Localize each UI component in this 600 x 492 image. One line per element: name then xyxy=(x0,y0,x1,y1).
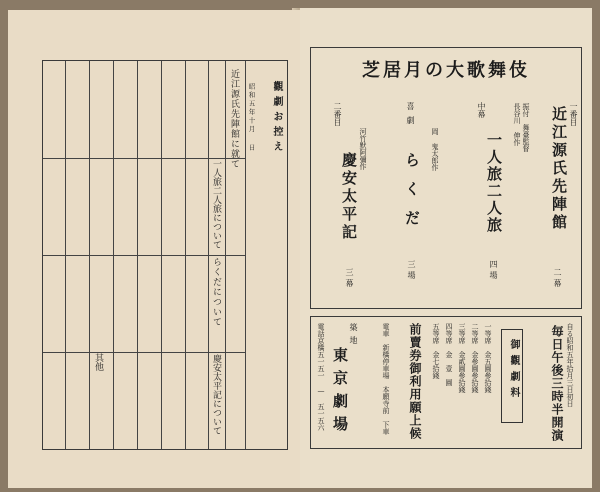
price-2: 二等席 金參圓參拾錢 xyxy=(471,323,479,393)
act2-author: 長谷川 伸作 xyxy=(513,103,521,146)
act4-num: 二番目 xyxy=(333,102,342,126)
curtain-time: 毎日午後三時半開演 xyxy=(550,325,564,442)
left-page xyxy=(8,10,300,488)
price-1: 一等席 金五圓參拾錢 xyxy=(484,323,492,393)
price-5: 五等席 金七拾錢 xyxy=(432,323,440,379)
run-dates: 自る昭和五年拾月三日初日 xyxy=(566,323,574,407)
theatre-phone: 電話京橋五一五一 — 五一五六 xyxy=(317,323,325,431)
program-title: 芝居月の大歌舞伎 xyxy=(362,60,530,81)
act3-author: 岡 鬼太郎作 xyxy=(431,128,439,171)
act2-num: 中幕 xyxy=(477,102,486,118)
advance-ticket-notice: 前賣券御利用願上候 xyxy=(408,323,422,440)
tram-directions: 電車 新橋停車場 本願寺前 下車 xyxy=(382,323,390,435)
act2-scenes: 四場 xyxy=(489,260,498,282)
act4-title: 慶安太平記 xyxy=(340,152,358,242)
prices-label: 御觀劇料 xyxy=(508,339,519,403)
act2-title: 一人旅二人旅 xyxy=(485,132,503,234)
act3-num: 喜劇 xyxy=(406,102,415,130)
act4-author: 河竹默阿彌作 xyxy=(359,128,367,170)
memo-item-rakuda: らくだについて xyxy=(211,257,221,327)
price-3: 三等席 金貳圓參拾錢 xyxy=(458,323,466,393)
act2-director: 振付 舞臺監督 xyxy=(522,103,530,152)
info-box xyxy=(310,316,582,449)
right-page xyxy=(300,8,592,488)
memo-form xyxy=(42,60,288,450)
act1-scenes: 二幕 xyxy=(553,268,562,290)
memo-item-keian: 慶安太平記について xyxy=(211,354,221,435)
memo-item-hitoritabi: 一人旅二人旅について xyxy=(211,159,221,249)
memo-item-other: 其他 xyxy=(93,353,103,371)
price-4: 四等席 金 壹 圓 xyxy=(445,323,453,386)
memo-date: 昭和五年十月 日 xyxy=(247,83,256,153)
program-box xyxy=(310,47,582,309)
act3-title: らくだ xyxy=(403,152,421,239)
memo-item-omi-genji: 近江源氏先陣館に就て xyxy=(229,69,239,169)
act4-scenes: 三幕 xyxy=(345,268,354,290)
act1-title: 近江源氏先陣館 xyxy=(550,106,568,232)
act1-num: 一番目 xyxy=(569,102,578,126)
theatre-name: 東京劇場 xyxy=(331,347,349,439)
theatre-area: 築地 xyxy=(349,323,358,349)
memo-title: 觀劇お控え xyxy=(271,81,282,156)
act3-scenes: 三場 xyxy=(407,260,416,282)
